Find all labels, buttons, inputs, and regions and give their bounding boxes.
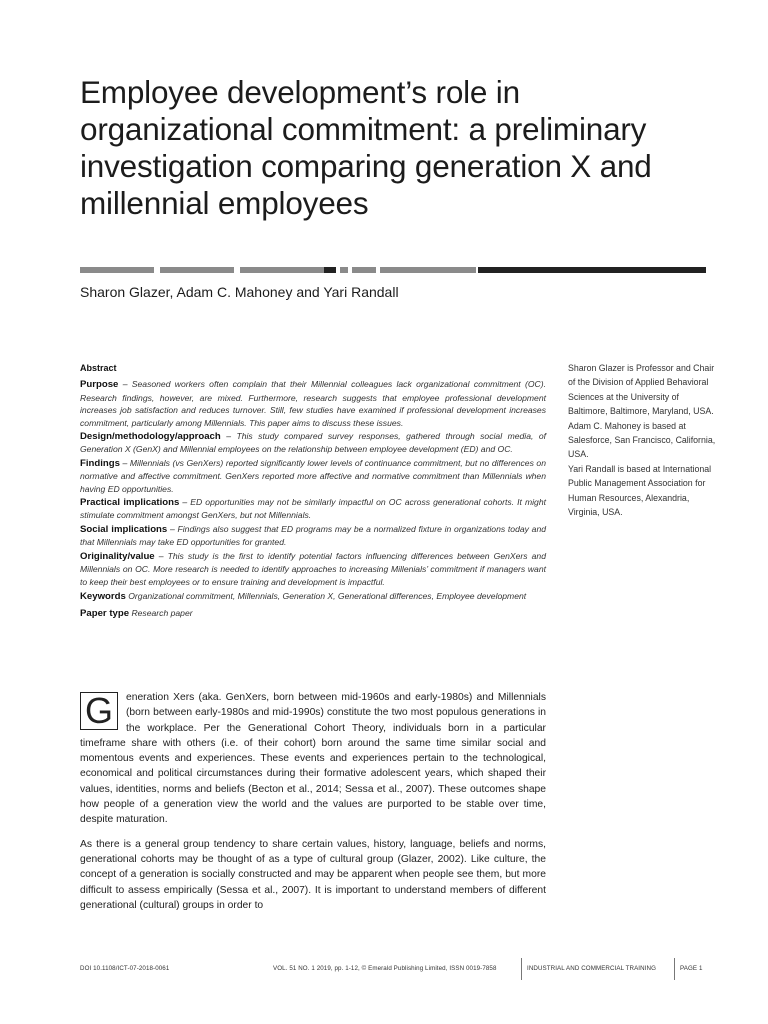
body-paragraph: As there is a general group tendency to share certain values, history, language, beliefs and norms, generational cohorts may be thought of as a type of cultural group (Glazer, 2002). Like culture, the concept of a generation is socially constructed and may be apparent when people see them, but more difficult to assess empirically (Sessa et al., 2007). It is important to understand members of different generational (cultural) groups in order to bbox=[80, 838, 546, 911]
paper-type-label: Paper type bbox=[80, 608, 130, 620]
findings-text: – Millennials (vs GenXers) reported significantly lower levels of continuance commitment, but no differences on normative and affective commitment. GenXers reported more affective and normative commitment than Millennials when having ED opportunities. bbox=[80, 457, 546, 494]
keywords-text: Organizational commitment, Millennials, Generation X, Generational differences, Employee development bbox=[125, 590, 527, 601]
abstract-paper-type bbox=[80, 607, 546, 620]
affiliation-randall: Yari Randall is based at International Public Management Association for Human Resources, Alexandria, Virginia, USA. bbox=[568, 463, 712, 518]
footer-doi: DOI 10.1108/ICT-07-2018-0061 bbox=[80, 965, 170, 972]
abstract-originality bbox=[80, 550, 546, 588]
social-text: – Findings also suggest that ED programs may be a normalized fixture in organizations today and that Millennials may take ED opportunities for granted. bbox=[80, 523, 547, 548]
social-label: Social implications bbox=[80, 523, 168, 535]
practical-text: – ED opportunities may not be similarly impactful on OC across generational cohorts. It might stimulate commitment amongst GenXers, but not Millennials. bbox=[80, 497, 547, 521]
paper-type-text: Research paper bbox=[129, 608, 193, 619]
abstract-purpose bbox=[80, 378, 546, 429]
affiliation-mahoney: Adam C. Mahoney is based at Salesforce, San Francisco, California, USA. bbox=[568, 420, 716, 460]
abstract-findings bbox=[80, 457, 546, 495]
keywords-label: Keywords bbox=[80, 590, 126, 602]
footer-divider bbox=[674, 958, 675, 980]
footer-page-number: PAGE 1 bbox=[680, 965, 703, 972]
purpose-label: Purpose bbox=[80, 379, 119, 391]
findings-label: Findings bbox=[80, 457, 120, 469]
design-text: – This study compared survey responses, gathered through social media, of Generation X (GenX) and Millennial employees on the relationship between employee development (ED) and OC. bbox=[80, 431, 546, 455]
abstract-practical bbox=[80, 496, 546, 522]
footer-journal: INDUSTRIAL AND COMMERCIAL TRAINING bbox=[527, 965, 656, 972]
abstract-keywords bbox=[80, 590, 546, 603]
decorative-title-rule bbox=[80, 267, 706, 273]
footer-divider bbox=[521, 958, 522, 980]
abstract-design bbox=[80, 430, 546, 456]
body-paragraph bbox=[80, 690, 546, 828]
drop-cap: G bbox=[80, 692, 118, 730]
abstract-heading: Abstract bbox=[80, 363, 117, 373]
page-footer bbox=[80, 958, 706, 982]
author-list: Sharon Glazer, Adam C. Mahoney and Yari Randall bbox=[80, 284, 399, 300]
purpose-text: – Seasoned workers often complain that their Millennial colleagues lack organizational commitment (OC). Research findings, however, are mixed. Furthermore, research suggests that employee professional development increases job satisfaction and reduces turnover. Still, few studies have examined if professional development increases commitment, particularly among Millennials. This paper aims to discuss these issues. bbox=[80, 379, 546, 428]
body-paragraph-1-text: eneration Xers (aka. GenXers, born between mid-1960s and early-1980s) and Millennials (born between early-1980s and mid-1990s) constitute the two most populous generations in the workplace. Per the Generational Cohort Theory, individuals born in a particular timeframe share with others (i.e. of their cohort) born around the same time similar social and momentous events and experiences. These events and experiences pertain to the technological, economical and political circumstances during their formative adolescent years, which shaped their values, identities, norms and beliefs (Becton et al., 2014; Sessa et al., 2007). These outcomes shape how people of a generation view the world and the values are purported to be stable over time, despite maturation. bbox=[80, 692, 546, 826]
article-title: Employee development’s role in organizational commitment: a preliminary investigation comparing generation X and millennial employees bbox=[80, 74, 652, 221]
body-text bbox=[80, 690, 546, 922]
originality-text: – This study is the first to identify potential factors influencing differences between GenXers and Millennials on OC. More research is needed to identify approaches to increasing Millenials’ commitment if managers want to keep their best employees or to ensure training and development is impactful. bbox=[80, 550, 546, 587]
abstract-social bbox=[80, 523, 546, 549]
practical-label: Practical implications bbox=[80, 497, 180, 509]
affiliation-glazer: Sharon Glazer is Professor and Chair of the Division of Applied Behavioral Sciences at the University of Baltimore, Baltimore, Maryland, USA. bbox=[568, 363, 715, 417]
originality-label: Originality/value bbox=[80, 550, 155, 562]
author-affiliations bbox=[568, 361, 718, 519]
footer-volume: VOL. 51 NO. 1 2019, pp. 1-12, © Emerald Publishing Limited, ISSN 0019-7858 bbox=[273, 965, 497, 972]
abstract-section bbox=[80, 362, 546, 622]
design-label: Design/methodology/approach bbox=[80, 431, 221, 443]
